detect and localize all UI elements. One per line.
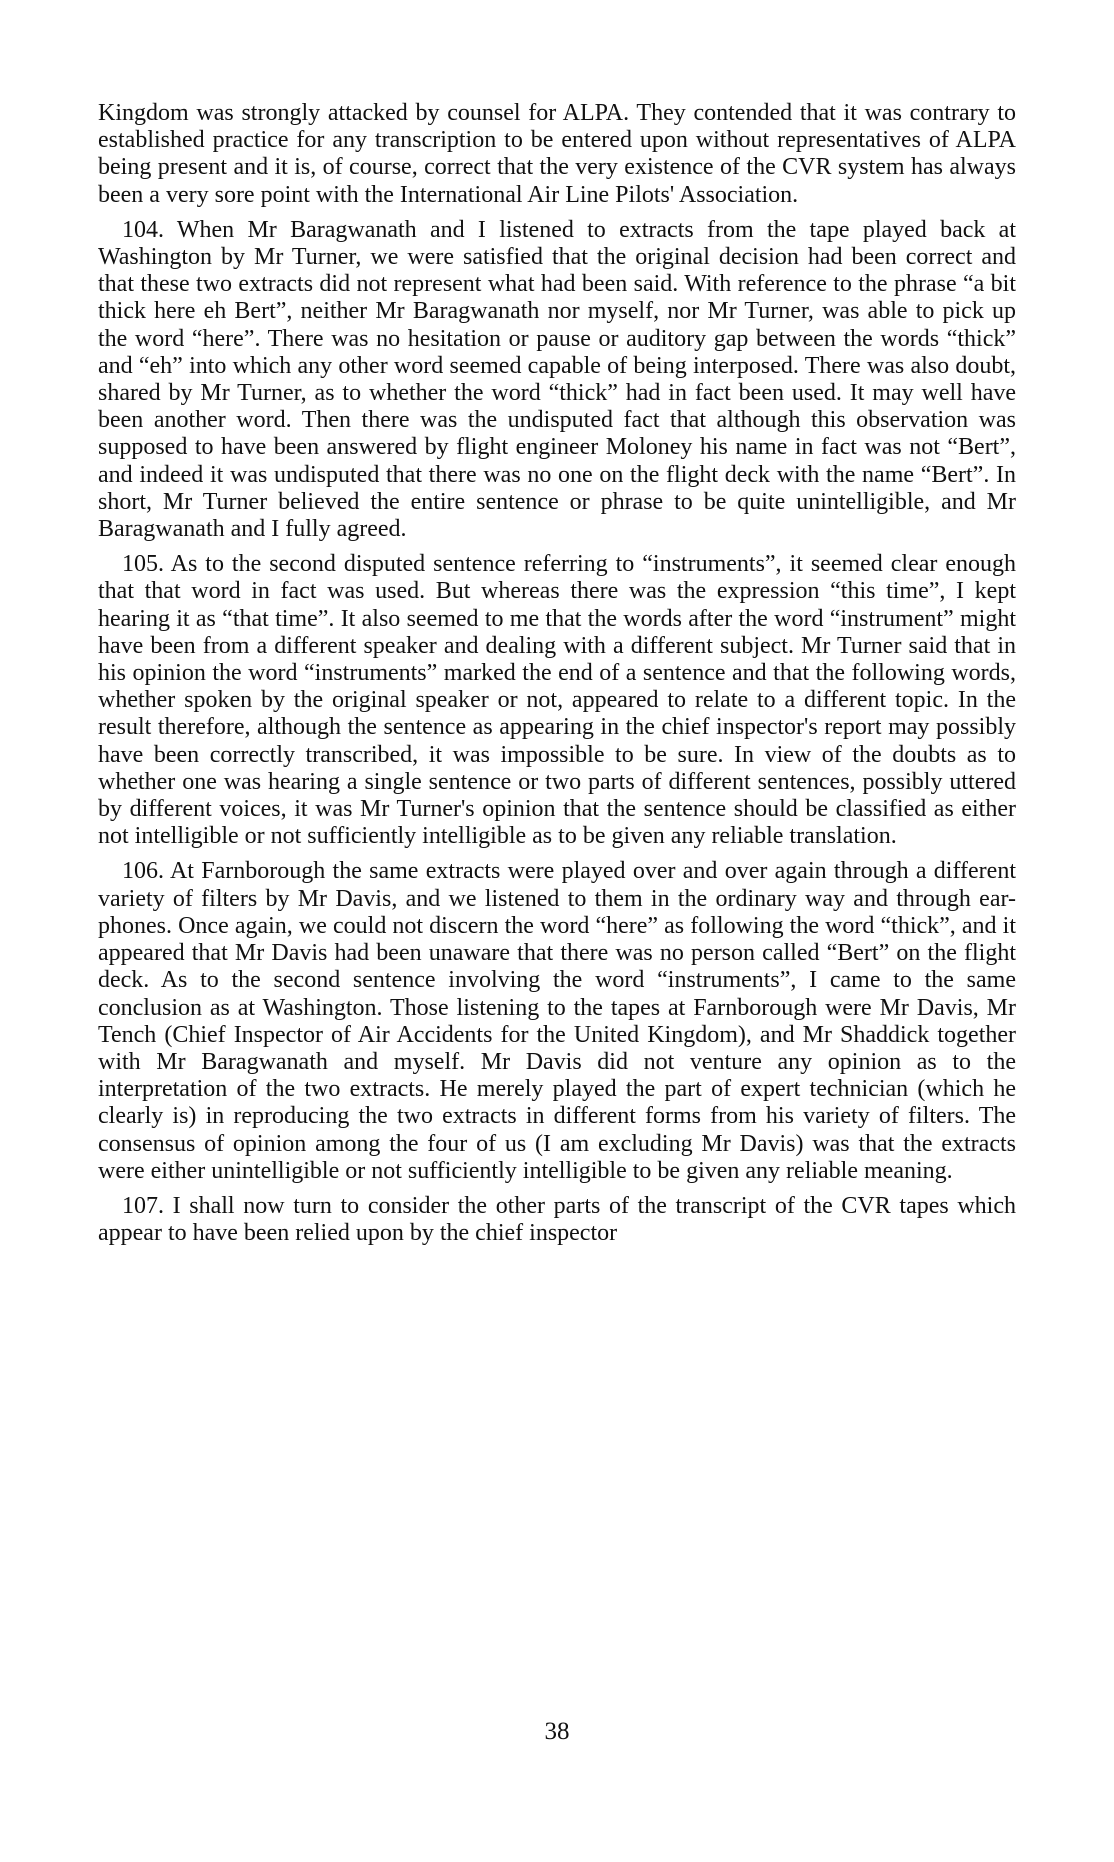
paragraph-text: Kingdom was strongly attacked by counsel for ALPA. They contended that it was contrary to established practice for any transcription to be entered upon without representatives of ALPA being present and it is, of course, correct that the very existence of the CVR system has always been a very sore point with the International Air Line Pilots' Association. — [98, 100, 1016, 208]
paragraph-number: 105. — [122, 551, 164, 578]
document-body — [98, 100, 1016, 1255]
paragraph-106 — [98, 858, 1016, 1184]
paragraph-continued — [98, 100, 1016, 209]
paragraph-text: As to the second disputed sentence referring to “instruments”, it seemed clear enough that that word in fact was used. But whereas there was the expression “this time”, I kept hearing it as “that time”. It also seemed to me that the words after the word “instrument” might have been from a different speaker and dealing with a different subject. Mr Turner said that in his opinion the word “instruments” marked the end of a sentence and that the following words, whether spoken by the original speaker or not, appeared to relate to a different topic. In the result therefore, although the sentence as appearing in the chief inspector's report may possibly have been correctly transcribed, it was impossible to be sure. In view of the doubts as to whether one was hearing a single sentence or two parts of different sentences, possibly uttered by different voices, it was Mr Turner's opinion that the sentence should be classified as either not intelligible or not sufficiently intelligible as to be given any reliable translation. — [98, 551, 1016, 850]
paragraph-107 — [98, 1193, 1016, 1247]
paragraph-number: 107. — [122, 1192, 164, 1219]
page-number: 38 — [544, 1718, 570, 1745]
paragraph-number: 104. — [122, 216, 164, 243]
paragraph-number: 106. — [122, 858, 164, 885]
paragraph-105 — [98, 551, 1016, 850]
paragraph-104 — [98, 217, 1016, 543]
paragraph-text: At Farnborough the same extracts were played over and over again through a different variety of filters by Mr Davis, and we listened to them in the ordinary way and through ear-phones. Once again, we could not discern the word “here” as following the word “thick”, and it appeared that Mr Davis had been unaware that there was no person called “Bert” on the flight deck. As to the second sentence involving the word “instruments”, I came to the same conclusion as at Washington. Those listening to the tapes at Farnborough were Mr Davis, Mr Tench (Chief Inspector of Air Accidents for the United Kingdom), and Mr Shaddick together with Mr Baragwanath and myself. Mr Davis did not venture any opinion as to the interpretation of the two extracts. He merely played the part of expert technician (which he clearly is) in reproducing the two extracts in different forms from his variety of filters. The consensus of opinion among the four of us (I am excluding Mr Davis) was that the extracts were either unintelligible or not sufficiently intelligible to be given any reliable meaning. — [98, 858, 1016, 1184]
paragraph-text: When Mr Baragwanath and I listened to extracts from the tape played back at Washington by Mr Turner, we were satisfied that the original decision had been correct and that these two extracts did not represent what had been said. With reference to the phrase “a bit thick here eh Bert”, neither Mr Baragwanath nor myself, nor Mr Turner, was able to pick up the word “here”. There was no hesitation or pause or auditory gap between the words “thick” and “eh” into which any other word seemed capable of being interposed. There was also doubt, shared by Mr Turner, as to whether the word “thick” had in fact been used. It may well have been another word. Then there was the undisputed fact that although this observation was supposed to have been answered by flight engineer Moloney his name in fact was not “Bert”, and indeed it was undisputed that there was no one on the flight deck with the name “Bert”. In short, Mr Turner believed the entire sentence or phrase to be quite unintelligible, and Mr Baragwanath and I fully agreed. — [98, 216, 1016, 543]
paragraph-text: I shall now turn to consider the other parts of the transcript of the CVR tapes which appear to have been relied upon by the chief inspector — [98, 1192, 1017, 1247]
